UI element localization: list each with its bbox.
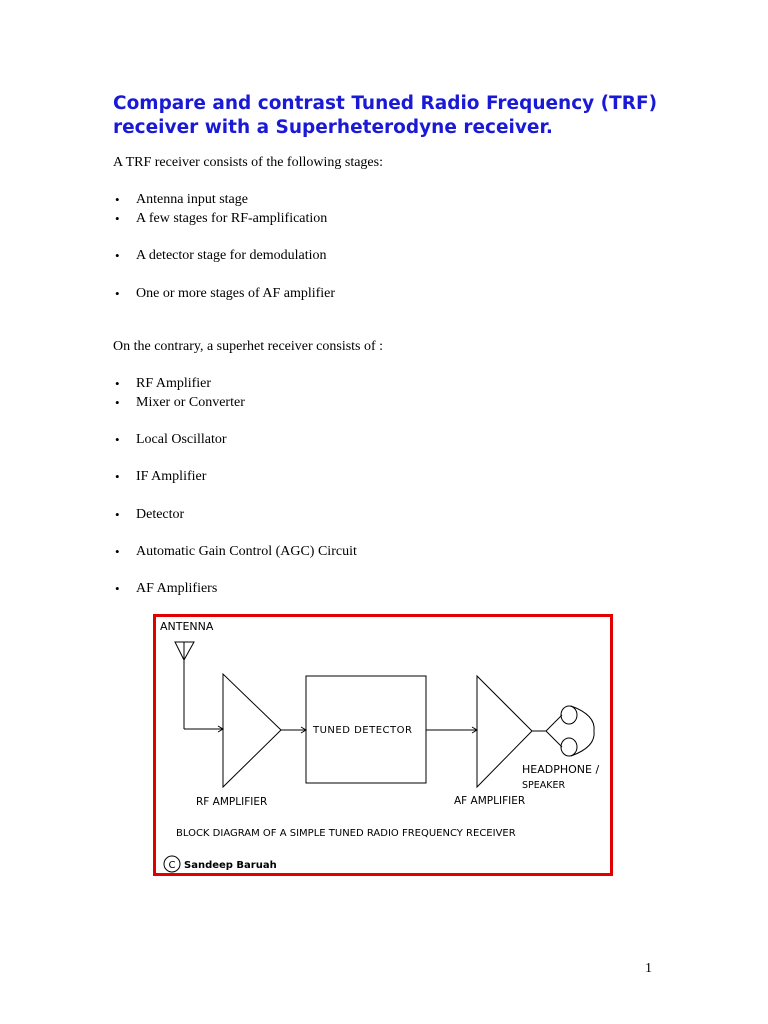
- title-line-2: receiver with a Superheterodyne receiver.: [113, 117, 553, 138]
- bullet-glyph: •: [115, 248, 120, 263]
- title-line-1: Compare and contrast Tuned Radio Frequency (TRF): [113, 93, 658, 114]
- bullet-glyph: •: [115, 286, 120, 301]
- speaker-label: SPEAKER: [522, 780, 566, 791]
- headphone-label: HEADPHONE /: [522, 763, 600, 776]
- bullet-glyph: •: [115, 581, 120, 596]
- headphone-icon: [532, 706, 594, 756]
- bullet-glyph: •: [115, 507, 120, 522]
- copyright-icon: [164, 856, 180, 872]
- list-item-text: A detector stage for demodulation: [136, 248, 327, 263]
- list-item-text: Local Oscillator: [136, 432, 227, 447]
- trf-block-diagram-figure: [153, 614, 613, 876]
- page-number: 1: [645, 961, 652, 976]
- bullet-glyph: •: [115, 211, 120, 226]
- tuned-detector-label: TUNED DETECTOR: [313, 725, 413, 736]
- list-item-text: One or more stages of AF amplifier: [136, 286, 336, 301]
- list-item-text: Detector: [136, 507, 185, 522]
- list-item-text: AF Amplifiers: [136, 581, 218, 596]
- antenna-symbol: [175, 642, 194, 729]
- bullet-glyph: •: [115, 376, 120, 391]
- detector-to-af-arrow: [426, 727, 477, 733]
- list-item-text: Automatic Gain Control (AGC) Circuit: [136, 544, 357, 559]
- bullet-glyph: •: [115, 395, 120, 410]
- rf-to-detector-arrow: [281, 727, 306, 733]
- list-item-text: RF Amplifier: [136, 376, 212, 391]
- bullet-glyph: •: [115, 192, 120, 207]
- af-amplifier-label: AF AMPLIFIER: [454, 795, 526, 807]
- trf-block-diagram: [156, 617, 610, 873]
- list-item-text: A few stages for RF-amplification: [136, 211, 328, 226]
- superhet-intro-text: On the contrary, a superhet receiver consists of :: [113, 339, 384, 354]
- antenna-label: ANTENNA: [160, 620, 214, 633]
- rf-amplifier-triangle: [223, 674, 281, 787]
- list-item-text: IF Amplifier: [136, 469, 207, 484]
- author-label: Sandeep Baruah: [184, 860, 277, 871]
- bullet-glyph: •: [115, 544, 120, 559]
- rf-amplifier-label: RF AMPLIFIER: [196, 796, 268, 808]
- bullet-glyph: •: [115, 432, 120, 447]
- copyright-symbol: C: [168, 860, 176, 871]
- trf-intro-text: A TRF receiver consists of the following stages:: [113, 155, 383, 170]
- list-item-text: Antenna input stage: [136, 192, 248, 207]
- diagram-caption: BLOCK DIAGRAM OF A SIMPLE TUNED RADIO FREQUENCY RECEIVER: [176, 828, 516, 839]
- bullet-glyph: •: [115, 469, 120, 484]
- document-title: [113, 92, 673, 140]
- antenna-to-rf-arrow: [184, 726, 223, 732]
- list-item-text: Mixer or Converter: [136, 395, 245, 410]
